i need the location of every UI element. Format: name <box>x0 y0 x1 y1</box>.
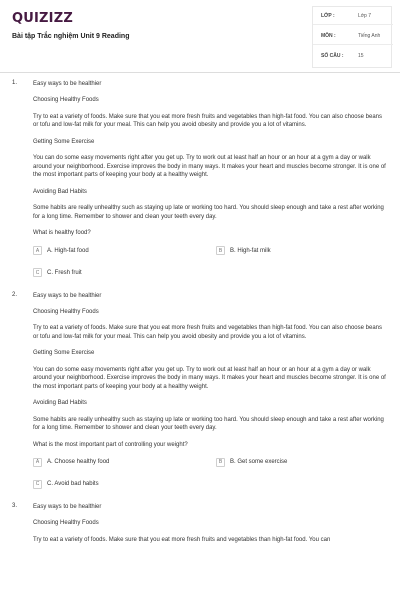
answer-option-c[interactable] <box>33 479 99 489</box>
meta-row-subject <box>313 27 393 45</box>
answer-option-a[interactable] <box>33 246 89 256</box>
meta-value: 15 <box>358 53 364 59</box>
worksheet-header <box>0 0 400 72</box>
option-text: A. Choose healthy food <box>47 459 110 465</box>
passage-heading: Choosing Healthy Foods <box>33 520 99 527</box>
answer-option-c[interactable] <box>33 268 82 278</box>
option-text: B. Get some exercise <box>230 459 288 465</box>
passage-heading: Avoiding Bad Habits <box>33 400 87 407</box>
passage-heading: Getting Some Exercise <box>33 350 95 357</box>
passage-paragraph: Try to eat a variety of foods. Make sure that you eat more fresh fruits and vegetables than high-fat food. You can also choose beans or tofu and low-fat milk for your meal. This can help you avoid obesity and provide you a lot of vitamins. <box>33 113 382 129</box>
passage-heading: Avoiding Bad Habits <box>33 188 87 195</box>
option-text: A. High-fat food <box>47 247 89 254</box>
meta-row-question-count <box>313 47 393 65</box>
passage-title: Easy ways to be healthier <box>33 504 102 510</box>
option-letter-box: C <box>33 268 42 277</box>
option-letter-box: A <box>33 246 42 255</box>
question-number: 2. <box>12 291 18 298</box>
question-item <box>0 503 400 544</box>
meta-value: Tiếng Anh <box>358 33 381 39</box>
worksheet-meta-box <box>312 6 392 68</box>
meta-row-grade <box>313 7 393 25</box>
answer-option-b[interactable] <box>216 246 271 256</box>
meta-key: MÔN : <box>321 33 336 39</box>
option-letter-box: A <box>33 458 42 467</box>
question-prompt: What is healthy food? <box>33 230 91 237</box>
option-text: C. Avoid bad habits <box>47 481 99 487</box>
question-number: 3. <box>12 503 18 509</box>
question-list <box>0 80 400 552</box>
answer-option-a[interactable] <box>33 457 109 467</box>
passage-heading: Getting Some Exercise <box>33 138 95 145</box>
answer-options <box>33 246 388 292</box>
worksheet-title: Bài tập Trắc nghiệm Unit 9 Reading <box>12 33 130 40</box>
question-item <box>0 80 400 292</box>
passage-paragraph: Some habits are really unhealthy such as staying up late or working too hard. You should sleep enough and take a rest after working for a long time. Remember to shower and clean your teeth every day. <box>33 205 384 220</box>
passage-paragraph: Some habits are really unhealthy such as staying up late or working too hard. You should sleep enough and take a rest after working for a long time. Remember to shower and clean your teeth every day. <box>33 416 384 432</box>
passage-paragraph: You can do some easy movements right after you get up. Try to work out at least half an hour or an hour at a gym a day or walk around your neighborhood. Exercise improves the body in many ways. It makes your heart and muscles become stronger. It is one of the most important parts of keeping your body at a healthy weight. <box>33 155 386 179</box>
passage-paragraph: You can do some easy movements right after you get up. Try to work out at least half an hour or an hour at a gym a day or walk around your neighborhood. Exercise improves the body in many ways. It makes your heart and muscles become stronger. It is one of the most important parts of keeping your body at a healthy weight. <box>33 366 386 390</box>
question-number: 1. <box>12 80 18 86</box>
meta-key: SỐ CÂU : <box>321 53 344 59</box>
option-text: C. Fresh fruit <box>47 269 82 276</box>
quizizz-logo: QUIZIZZ <box>12 11 73 26</box>
passage-heading: Choosing Healthy Foods <box>33 308 99 315</box>
option-letter-box: C <box>33 480 42 489</box>
passage-title: Easy ways to be healthier <box>33 81 102 87</box>
option-letter-box: B <box>216 458 225 467</box>
passage-paragraph: Try to eat a variety of foods. Make sure that you eat more fresh fruits and vegetables than high-fat food. You can also choose beans or tofu and low-fat milk for your meal. This can help you avoid obesity and provide you a lot of vitamins. <box>33 325 382 340</box>
meta-value: Lớp 7 <box>358 13 372 19</box>
passage-heading: Choosing Healthy Foods <box>33 97 99 104</box>
option-letter-box: B <box>216 246 225 255</box>
answer-option-b[interactable] <box>216 457 287 467</box>
option-text: B. High-fat milk <box>230 247 271 254</box>
meta-key: LỚP : <box>321 13 335 19</box>
question-prompt: What is the most important part of controlling your weight? <box>33 441 188 448</box>
answer-options <box>33 457 388 503</box>
passage-paragraph: Try to eat a variety of foods. Make sure that you eat more fresh fruits and vegetables than high-fat food. You can <box>33 536 331 543</box>
header-divider <box>0 72 400 73</box>
question-item <box>0 292 400 504</box>
passage-title: Easy ways to be healthier <box>33 292 102 299</box>
